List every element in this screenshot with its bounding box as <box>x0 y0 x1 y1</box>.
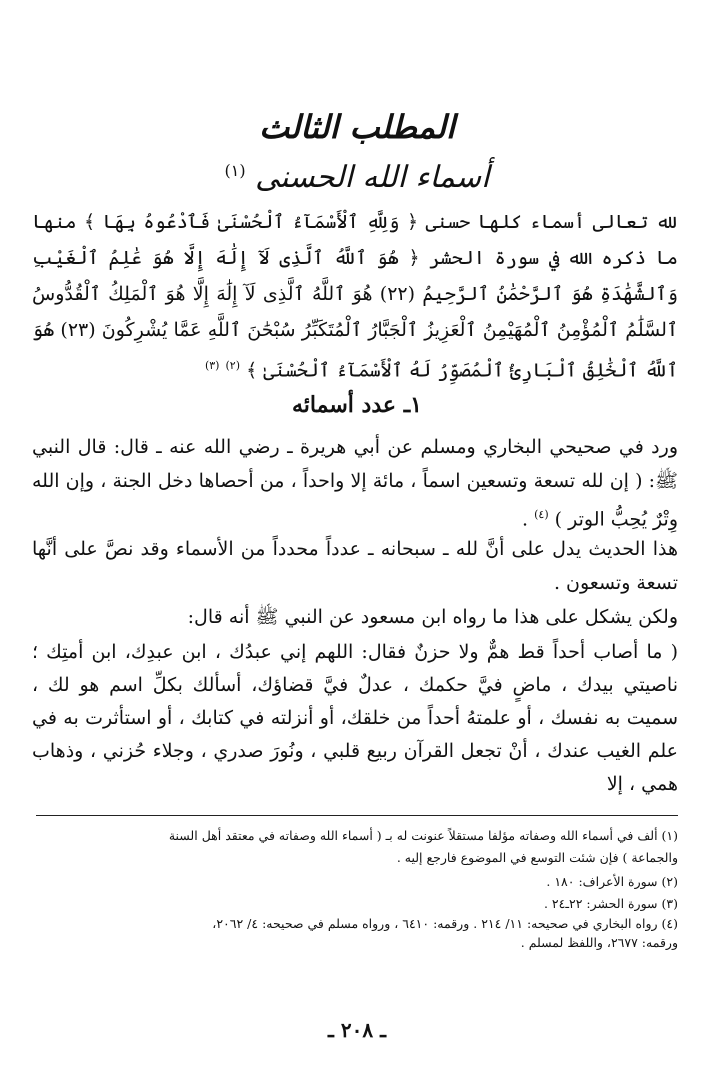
paragraph-explanation: هذا الحديث يدل على أنَّ لله ـ سبحانه ـ عدداً محدداً من الأسماء وقد نصَّ على أنَّها تسعة وتسعون . <box>32 538 678 594</box>
subtitle-text: أسماء الله الحسنى <box>255 160 490 195</box>
paragraph-footnote-ref: (٤) <box>534 508 549 521</box>
footnote-3: (٣) سورة الحشر: ٢٢ـ٢٤ . <box>543 896 678 911</box>
subtitle-footnote-ref: (١) <box>224 161 246 180</box>
footnote-divider <box>36 815 678 816</box>
paragraph-text: ورد في صحيحي البخاري ومسلم عن أبي هريرة ـ رضي الله عنه ـ قال: قال النبي ﷺ: ( إن لله تسعة وتسعين اسماً ، مائة إلا واحداً ، من أحصاها دخل الجنة ، وإن الله وِتْرٌ يُحِبُّ الوتر ) <box>32 436 678 531</box>
footnote-4-line: (٤) رواه البخاري في صحيحه: ١١/ ٢١٤ . ورقمه: ٦٤١٠ ، ورواه مسلم في صحيحه: ٤/ ٢٠٦٢، <box>212 916 678 931</box>
chapter-subtitle <box>0 160 714 195</box>
page-number: ـ ٢٠٨ ـ <box>328 1018 386 1042</box>
footnote-1-continued: والجماعة ) فإن شئت التوسع في الموضوع فارجع إليه . <box>396 850 678 865</box>
paragraph-objection: ولكن يشكل على هذا ما رواه ابن مسعود عن النبي ﷺ أنه قال: <box>187 606 678 628</box>
intro-footnote-ref-2: (٢) <box>225 359 241 372</box>
intro-paragraph <box>32 204 678 388</box>
section-title: المطلب الثالث <box>259 108 455 146</box>
footnote-4-continued: ورقمه: ٢٦٧٧، واللفظ لمسلم . <box>520 935 678 950</box>
subsection-heading: ١ـ عدد أسمائه <box>292 392 422 418</box>
footnote-1: (١) ألف في أسماء الله وصفاته مؤلفا مستقلاً عنونت له بـ ( أسماء الله وصفاته في معتقد أهل السنة <box>168 828 678 843</box>
footnote-4 <box>32 914 678 952</box>
intro-text: لله تعالى أسماء كلها حسنى ﴿ وَلِلَّهِ ٱلْأَسْمَآءُ ٱلْحُسْنَىٰ فَٱدْعُوهُ بِهَا ﴾ منها ما ذكره الله في سورة الحشر ﴿ هُوَ ٱللَّهُ ٱلَّذِى لَآ إِلَٰهَ إِلَّا هُوَ عَٰلِمُ ٱلْغَيْبِ وَٱلشَّهَٰدَةِ هُوَ ٱلرَّحْمَٰنُ ٱلرَّحِيمُ (٢٢) هُوَ ٱللَّهُ ٱلَّذِى لَآ إِلَٰهَ إِلَّا هُوَ ٱلْمَلِكُ ٱلْقُدُّوسُ ٱلسَّلَٰمُ ٱلْمُؤْمِنُ ٱلْمُهَيْمِنُ ٱلْعَزِيزُ ٱلْجَبَّارُ ٱلْمُتَكَبِّرُ سُبْحَٰنَ ٱللَّهِ عَمَّا يُشْرِكُونَ (٢٣) هُوَ ٱللَّهُ ٱلْخَٰلِقُ ٱلْبَارِئُ ٱلْمُصَوِّرُ لَهُ ٱلْأَسْمَآءُ ٱلْحُسْنَىٰ ﴾ <box>32 211 678 382</box>
footnote-2: (٢) سورة الأعراف: ١٨٠ . <box>546 874 678 889</box>
paragraph-supplication: ( ما أصاب أحداً قط همٌّ ولا حزنٌ فقال: اللهم إني عبدُك ، ابن عبدِك، ابن أمتِك ؛ ناصيتي بيدك ، ماضٍ فيَّ حكمك ، عدلٌ فيَّ قضاؤك، أسألك بكلِّ اسم هو لك ، سميت به نفسك ، أو علمتهُ أحداً من خلقك، أو أنزلته في كتابك ، أو استأثرت به في علم الغيب عندك ، أنْ تجعل القرآن ربيع قلبي ، ونُورَ صدري ، وجلاء حُزني ، وذهاب همي ، إلا <box>32 641 678 795</box>
paragraph-hadith-number: ورد في صحيحي البخاري ومسلم عن أبي هريرة ـ رضي الله عنه ـ قال: قال النبي ﷺ: ( إن لله تسعة وتسعين اسماً ، مائة إلا واحداً ، من أحصاها دخل الجنة ، وإن الله وِتْرٌ يُحِبُّ الوتر ) $^{(٤)}$ . <box>32 436 678 531</box>
intro-footnote-ref-3: (٣) <box>204 359 220 372</box>
